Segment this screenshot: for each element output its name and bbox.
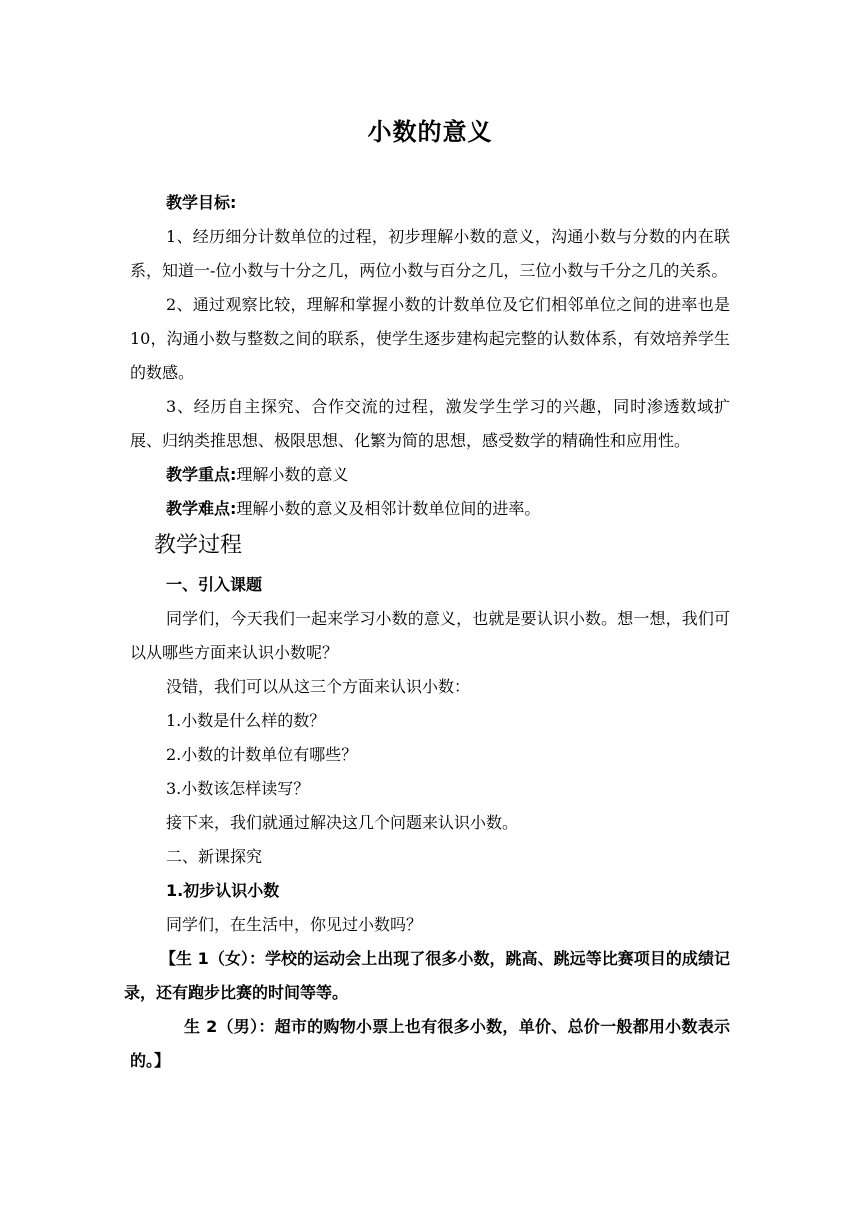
section2-heading: 二、新课探究 bbox=[166, 847, 263, 866]
section1-list-item: 2.小数的计数单位有哪些？ bbox=[166, 745, 358, 764]
section2-question: 同学们，在生活中，你见过小数吗？ bbox=[166, 915, 423, 934]
objectives-heading: 教学目标: bbox=[166, 193, 237, 212]
objective-item-1: 1、经历细分计数单位的过程，初步理解小数的意义，沟通小数与分数的内在联系，知道一-位小数与十分之几，两位小数与百分之几，三位小数与千分之几的关系。 bbox=[130, 227, 730, 280]
key-point-label: 教学重点: bbox=[166, 465, 237, 484]
objective-item-3: 3、经历自主探究、合作交流的过程，激发学生学习的兴趣，同时渗透数域扩展、归纳类推思想、极限思想、化繁为简的思想，感受数学的精确性和应用性。 bbox=[130, 397, 730, 450]
section1-paragraph: 同学们，今天我们一起来学习小数的意义，也就是要认识小数。想一想，我们可以从哪些方面来认识小数呢？ bbox=[130, 609, 730, 662]
student1-answer: 【生 1（女）：学校的运动会上出现了很多小数，跳高、跳远等比赛项目的成绩记录，还有跑步比赛的时间等等。 bbox=[124, 949, 730, 1002]
difficult-point bbox=[130, 492, 730, 526]
process-title: 教学过程 bbox=[154, 533, 243, 558]
section1-list-item: 3.小数该怎样读写？ bbox=[166, 779, 310, 798]
document-title: 小数的意义 bbox=[367, 118, 493, 146]
section1-heading: 一、引入课题 bbox=[166, 575, 263, 594]
difficult-point-label: 教学难点: bbox=[166, 499, 237, 518]
difficult-point-text: 理解小数的意义及相邻计数单位间的进率。 bbox=[236, 499, 541, 518]
key-point-text: 理解小数的意义 bbox=[236, 465, 349, 484]
section1-paragraph: 没错，我们可以从这三个方面来认识小数： bbox=[166, 677, 471, 696]
document-body bbox=[124, 186, 730, 1078]
section1-list-item: 1.小数是什么样的数？ bbox=[166, 711, 326, 730]
key-point bbox=[130, 458, 730, 492]
student2-answer: 生 2（男）：超市的购物小票上也有很多小数，单价、总价一般都用小数表示的。】 bbox=[130, 1017, 730, 1070]
section1-paragraph: 接下来，我们就通过解决这几个问题来认识小数。 bbox=[166, 813, 519, 832]
section2-subheading: 1.初步认识小数 bbox=[166, 881, 280, 900]
objective-item-2: 2、通过观察比较，理解和掌握小数的计数单位及它们相邻单位之间的进率也是 10，沟通小数与整数之间的联系，使学生逐步建构起完整的认数体系，有效培养学生的数感。 bbox=[130, 295, 730, 382]
